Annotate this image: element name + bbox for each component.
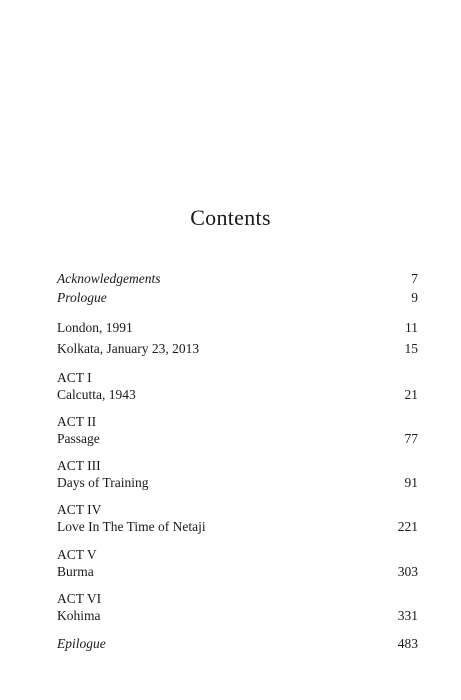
toc-entry-page-number: 15 [404,341,418,356]
toc-entry-page-number: 11 [405,320,418,335]
toc-entry-label: Prologue [57,290,107,305]
toc-entry-label: Burma [57,564,94,579]
toc-entry-london [57,319,418,337]
toc-entry-passage [57,430,418,448]
toc-entry-label: Passage [57,431,100,446]
toc-act-heading-1 [57,369,418,387]
toc-act-heading-6 [57,590,418,608]
toc-act-heading-5 [57,546,418,564]
toc-entry-page-number: 331 [397,608,418,623]
toc-entry-page-number: 21 [404,387,418,402]
toc-entry-page-number: 483 [397,636,418,651]
toc-entry-love-in-the-time-of-netaji [57,518,418,536]
toc-entry-label: Kohima [57,608,101,623]
toc-entry-page-number: 91 [404,475,418,490]
toc-entry-label: Days of Training [57,475,149,490]
toc-act-label: ACT III [57,458,101,473]
toc-act-label: ACT II [57,414,97,429]
toc-act-heading-2 [57,413,418,431]
toc-entry-label: Love In The Time of Netaji [57,519,206,534]
toc-entry-label: London, 1991 [57,320,133,335]
page-title: Contents [190,205,271,230]
toc-entry-kohima [57,607,418,625]
toc-act-heading-4 [57,501,418,519]
toc-entry-page-number: 9 [411,290,418,305]
toc-entry-label: Calcutta, 1943 [57,387,136,402]
toc-entry-calcutta [57,386,418,404]
toc-entry-page-number: 7 [411,271,418,286]
toc-entry-days-of-training [57,474,418,492]
toc-entry-label: Epilogue [57,636,106,651]
toc-entry-acknowledgements [57,270,418,288]
toc-entry-page-number: 303 [397,564,418,579]
toc-entry-label: Acknowledgements [57,271,161,286]
toc-entry-epilogue [57,635,418,653]
toc-entry-page-number: 77 [404,431,418,446]
toc-act-label: ACT IV [57,502,102,517]
toc-entry-burma [57,563,418,581]
toc-act-label: ACT I [57,370,92,385]
toc-act-label: ACT V [57,547,97,562]
toc-entry-prologue [57,289,418,307]
toc-act-label: ACT VI [57,591,102,606]
toc-entry-kolkata [57,340,418,358]
toc-act-heading-3 [57,457,418,475]
toc-entry-label: Kolkata, January 23, 2013 [57,341,200,356]
toc-entry-page-number: 221 [397,519,418,534]
